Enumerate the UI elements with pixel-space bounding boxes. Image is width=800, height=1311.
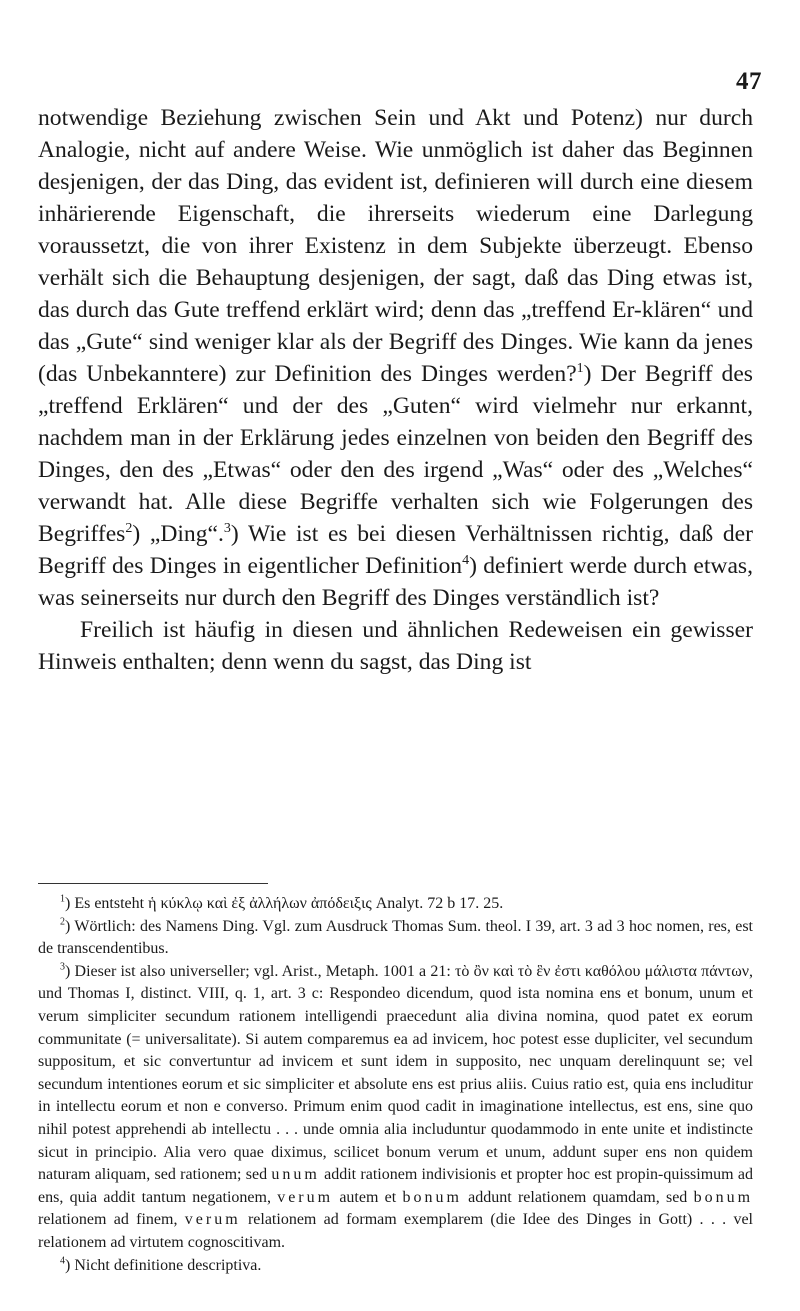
- footnote-text: ) Wörtlich: des Namens Ding. Vgl. zum Ausdruck Thomas Sum. theol. I 39, art. 3 ad 3 hoc nomen, res, est de transcendentibus.: [38, 917, 753, 958]
- footnote-mark: 4: [60, 1255, 65, 1267]
- footnote-1: [38, 893, 753, 916]
- page-number: 47: [736, 68, 762, 95]
- footnote-text: ) Es entsteht ἡ κύκλῳ καὶ ἐξ ἀλλήλων ἀπόδειξις Analyt. 72 b 17. 25.: [65, 895, 504, 912]
- body-paragraph-1: [38, 102, 753, 614]
- spaced-term: bonum: [693, 1188, 754, 1206]
- main-text: [38, 102, 753, 678]
- footnotes: [38, 893, 753, 1277]
- footnote-text: addit rationem indivisionis et propter hoc est propin-quissimum ad ens, quia addit tantum negationem,: [38, 1166, 754, 1206]
- body-text-segment: ) „Ding“.: [132, 521, 224, 547]
- body-paragraph-2: Freilich ist häufig in diesen und ähnlichen Redeweisen ein gewisser Hinweis enthalten; denn wenn du sagst, das Ding ist: [38, 617, 753, 675]
- footnote-reference-4[interactable]: 4: [462, 553, 470, 569]
- spaced-term: verum: [184, 1211, 241, 1229]
- footnote-reference-1[interactable]: 1: [576, 361, 584, 377]
- footnote-2: [38, 916, 753, 961]
- footnote-reference-3[interactable]: 3: [223, 521, 231, 537]
- footnote-mark: 3: [60, 961, 65, 973]
- body-text-segment: notwendige Beziehung zwischen Sein und Akt und Potenz) nur durch Analogie, nicht auf andere Weise. Wie unmöglich ist daher das Beginnen desjenigen, der das Ding, das evident ist, definieren will durch eine diesem inhärierende Eigenschaft, die ihrerseits wiederum eine Darlegung voraussetzt, die von ihrer Existenz in dem Subjekte überzeugt. Ebenso verhält sich die Behauptung desjenigen, der sagt, daß das Ding etwas ist, das durch das Gute treffend erklärt wird; denn das „treffend Er-klären“ und das „Gute“ sind weniger klar als der Begriff des Dinges. Wie kann da jenes (das Unbekanntere) zur Definition des Dinges werden?: [38, 105, 753, 387]
- spaced-term: verum: [277, 1188, 334, 1206]
- footnote-text: relationem ad finem,: [38, 1211, 178, 1229]
- footnote-mark: 2: [60, 916, 65, 928]
- footnote-reference-2[interactable]: 2: [125, 521, 133, 537]
- footnote-separator: [38, 883, 268, 884]
- footnote-text: autem et: [339, 1188, 397, 1206]
- footnote-text: ) Nicht definitione descriptiva.: [65, 1256, 262, 1274]
- body-text-segment: ) definiert werde durch etwas, was seinerseits nur durch den Begriff des Dinges verständlich ist?: [38, 553, 753, 611]
- body-text-segment: ) Wie ist es bei diesen Verhältnissen richtig, daß der Begriff des Dinges in eigentlicher Definition: [38, 521, 753, 579]
- footnote-mark: 1: [60, 893, 65, 905]
- footnote-text: ) Dieser ist also universeller; vgl. Arist., Metaph. 1001 a 21: τὸ ὂν καὶ τὸ ἓν ἐστι καθόλου μάλιστα πάντων, und Thomas I, distinct. VIII, q. 1, art. 3 c: Respondeo dicendum, quod ista nomina ens et bonum, unum et verum simpliciter secundum rationem intelligendi praecedunt alia divina nomina, quod patet ex eorum communitate (= universalitate). Si autem comparemus ea ad invicem, hoc potest esse dupliciter, vel secundum suppositum, et sic convertuntur ad invicem et sunt idem in supposito, nec unquam derelinquunt se; vel secundum intentiones eorum et sic simpliciter et absolute ens est prius aliis. Cuius ratio est, quia ens includitur in intellectu eorum et non e converso. Primum enim quod cadit in imaginatione intellectus, est ens, sine quo nihil potest apprehendi ab intellectu . . . unde omnia alia includuntur quodammodo in ente unite et indistincte sicut in principio. Alia vero quae diximus, scilicet bonum verum et unum, addunt super ens non quidem naturam aliquam, sed rationem; sed: [38, 962, 753, 1184]
- spaced-term: unum: [271, 1166, 320, 1184]
- body-text-segment: ) Der Begriff des „treffend Erklären“ und der des „Guten“ wird vielmehr nur erkannt, nachdem man in der Erklärung jedes einzelnen von beiden den Begriff des Dinges, den des „Etwas“ oder den des irgend „Was“ oder des „Welches“ verwandt hat. Alle diese Begriffe verhalten sich wie Folgerungen des Begriffes: [38, 361, 753, 547]
- footnote-4: [38, 1255, 753, 1278]
- footnote-text: addunt relationem quamdam, sed: [468, 1188, 688, 1206]
- footnote-text: relationem ad formam exemplarem (die Idee des Dinges in Gott) . . . vel relationem ad virtutem cognoscitivam.: [38, 1211, 754, 1251]
- footnote-3: [38, 961, 753, 1255]
- spaced-term: bonum: [402, 1188, 462, 1206]
